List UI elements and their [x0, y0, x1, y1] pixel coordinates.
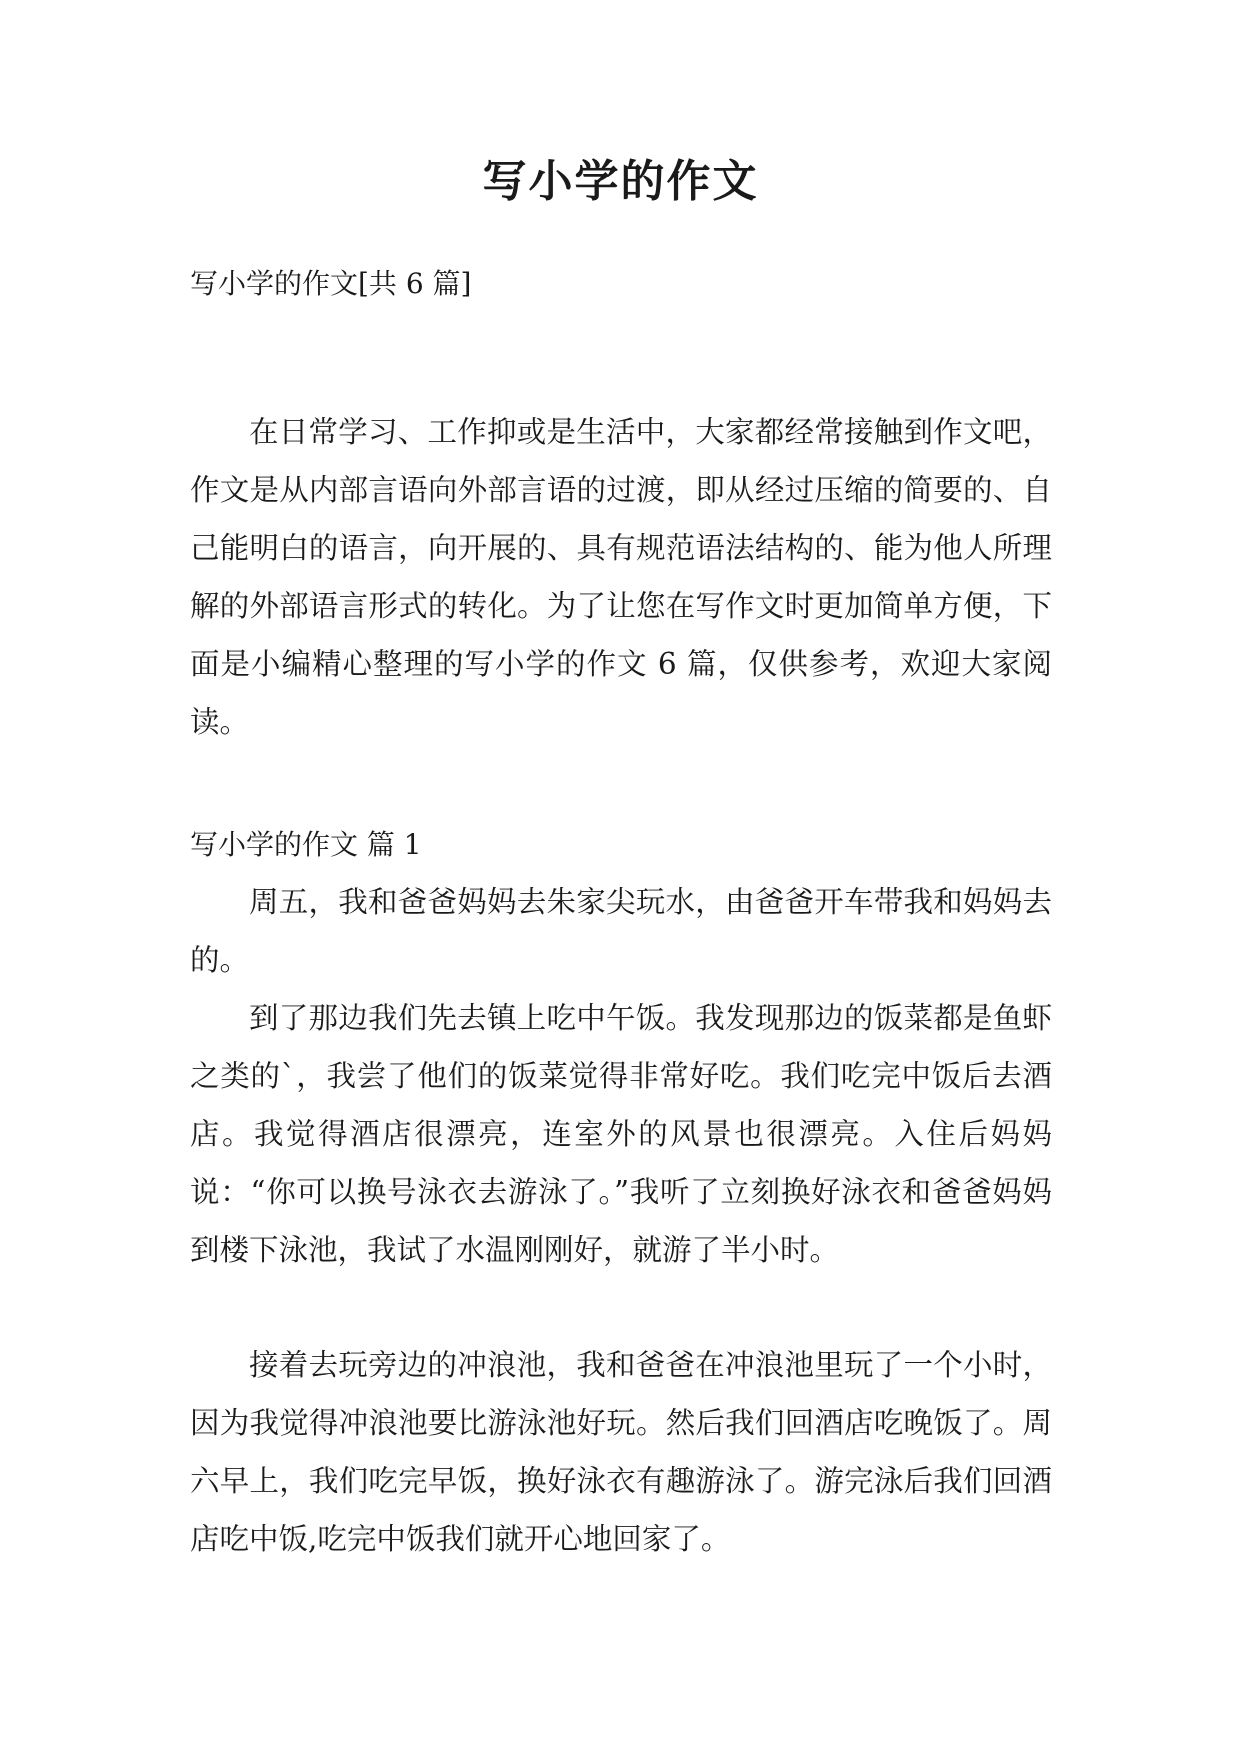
intro-paragraph: 在日常学习、工作抑或是生活中，大家都经常接触到作文吧，作文是从内部言语向外部言语的过渡，即从经过压缩的简要的、自己能明白的语言，向开展的、具有规范语法结构的、能为他人所理解的外部语言形式的转化。为了让您在写作文时更加简单方便，下面是小编精心整理的写小学的作文 6 篇，仅供参考，欢迎大家阅读。 [190, 415, 1052, 739]
section-paragraph: 接着去玩旁边的冲浪池，我和爸爸在冲浪池里玩了一个小时，因为我觉得冲浪池要比游泳池好玩。然后我们回酒店吃晚饭了。周六早上，我们吃完早饭，换好泳衣有趣游泳了。游完泳后我们回酒店吃中饭,吃完中饭我们就开心地回家了。 [190, 1348, 1052, 1556]
section-heading: 写小学的作文 篇 1 [190, 828, 422, 861]
section-paragraph: 周五，我和爸爸妈妈去朱家尖玩水，由爸爸开车带我和妈妈去的。 [190, 885, 1052, 977]
section-paragraph: 到了那边我们先去镇上吃中午饭。我发现那边的饭菜都是鱼虾之类的`，我尝了他们的饭菜觉得非常好吃。我们吃完中饭后去酒店。我觉得酒店很漂亮，连室外的风景也很漂亮。入住后妈妈说：“你可以换号泳衣去游泳了。”我听了立刻换好泳衣和爸爸妈妈到楼下泳池，我试了水温刚刚好，就游了半小时。 [190, 1001, 1052, 1267]
page-title: 写小学的作文 [482, 156, 759, 207]
document-subtitle: 写小学的作文[共 6 篇] [190, 267, 472, 300]
